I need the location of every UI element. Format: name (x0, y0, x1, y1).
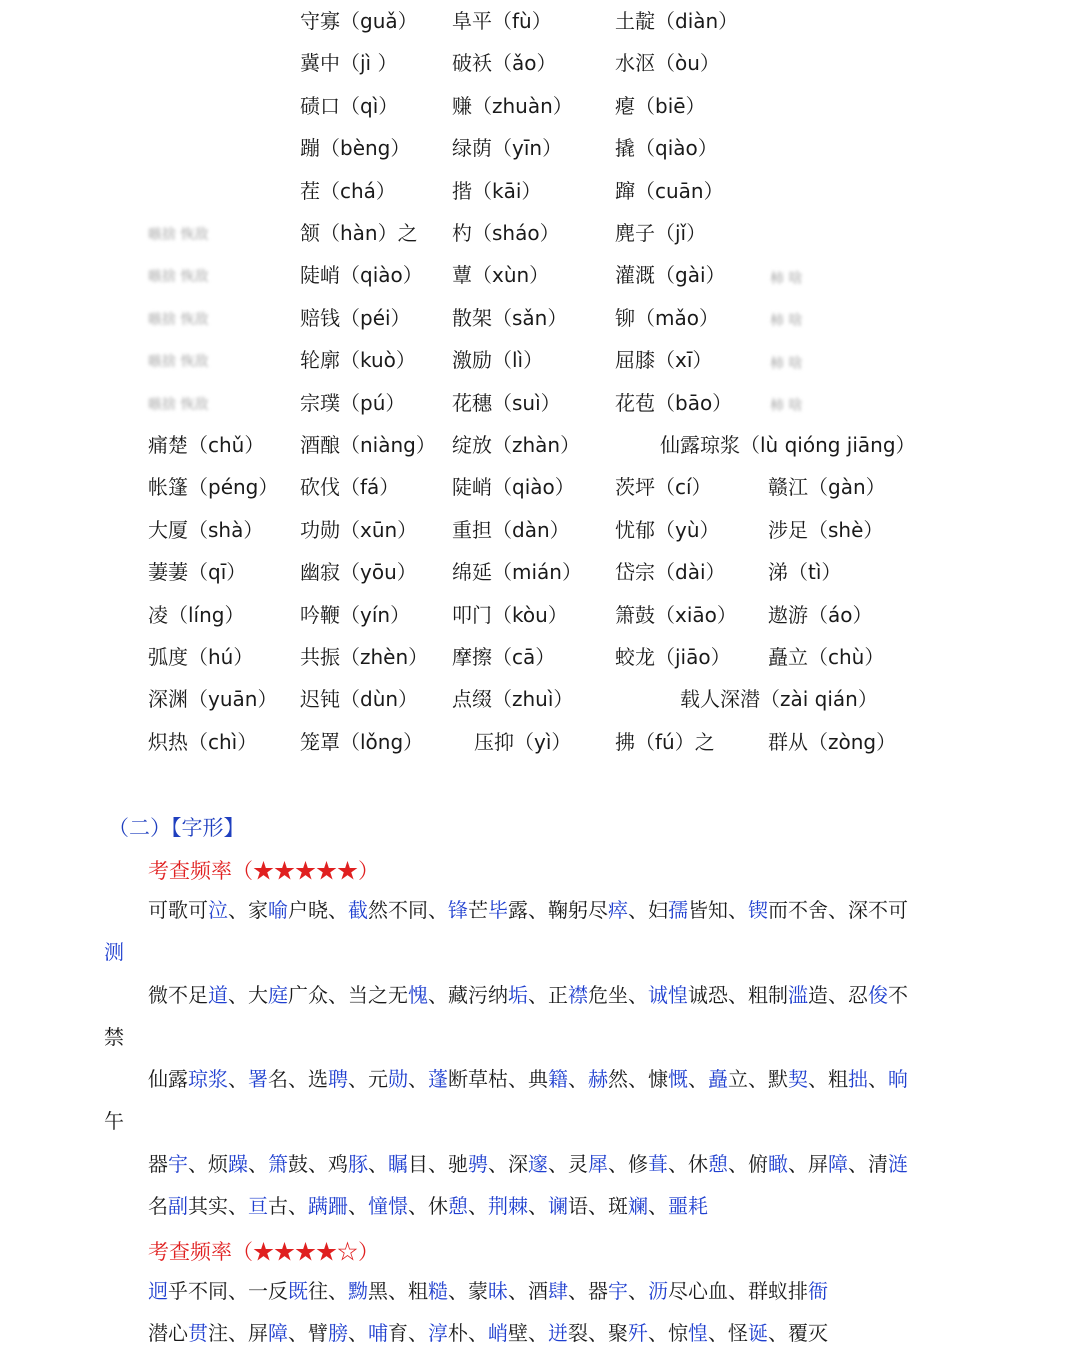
pinyin-entry: 点缀（zhuì） (452, 687, 574, 712)
highlighted-char: 沥 (648, 1279, 668, 1303)
pinyin-entry: 群从（zòng） (768, 729, 897, 754)
text-run: 、灵 (548, 1152, 588, 1176)
pinyin-entry: 蛟龙（jiāo） (615, 645, 731, 669)
pinyin-entry: 土靛（diàn） (615, 9, 739, 33)
pinyin-entry: 蹦（bèng） (300, 136, 411, 161)
text-run: 、 (568, 1067, 588, 1091)
text-run: 不 (888, 983, 908, 1007)
glyph-line (104, 1109, 124, 1133)
text-run: 、休 (408, 1194, 448, 1218)
text-run: 、俯 (728, 1152, 768, 1176)
highlighted-char: 宇 (168, 1152, 188, 1176)
text-run: 、器 (568, 1279, 608, 1303)
pinyin-entry: 岱宗（dài） (615, 560, 726, 585)
highlighted-char: 庭 (268, 983, 288, 1007)
glyph-line (148, 1067, 908, 1091)
highlighted-char: 契 (788, 1067, 808, 1091)
highlighted-char: 黝 (348, 1279, 368, 1303)
pinyin-entry: 涕（tì） (768, 560, 842, 585)
highlighted-char: 憩 (708, 1152, 728, 1176)
pinyin-entry: 载人深潜（zài qián） (680, 687, 878, 712)
text-run: 语、斑 (568, 1194, 628, 1218)
pinyin-entry: 颔（hàn）之 (300, 221, 418, 245)
text-run: 黑、粗 (368, 1279, 428, 1303)
highlighted-char: 瞩 (388, 1152, 408, 1176)
text-run: 、 (408, 1067, 428, 1091)
highlighted-char: 亘 (248, 1194, 268, 1218)
pinyin-entry: 功勋（xūn） (300, 517, 418, 542)
pinyin-entry: 灌溉（gài） (615, 263, 726, 288)
highlighted-char: 歼 (628, 1321, 648, 1345)
text-run: 、大 (228, 983, 268, 1007)
text-run: 壁、 (508, 1321, 548, 1345)
pinyin-entry: 瘪（biē） (615, 93, 706, 118)
highlighted-char: 毕 (488, 898, 508, 922)
text-run: 、 (348, 1194, 368, 1218)
text-run: 、深 (488, 1152, 528, 1176)
text-run: 目、驰 (408, 1152, 468, 1176)
text-run: 户晓、 (288, 898, 348, 922)
highlighted-char: 瘁 (608, 898, 628, 922)
text-run: 微不足 (148, 983, 208, 1007)
text-run: 午 (104, 1109, 124, 1133)
highlighted-char: 宇 (608, 1279, 628, 1303)
text-run: 名、选 (268, 1067, 328, 1091)
text-run: 露、鞠躬尽 (508, 898, 608, 922)
highlighted-char: 惶 (688, 1321, 708, 1345)
pinyin-entry: 花苞（bāo） (615, 390, 733, 415)
highlighted-char: 籍 (548, 1067, 568, 1091)
pinyin-entry: 砍伐（fá） (300, 475, 400, 500)
text-run: 造、忍 (808, 983, 868, 1007)
pinyin-entry: 散架（sǎn） (452, 305, 568, 330)
highlighted-char: 琼浆 (188, 1067, 228, 1091)
text-run: 注、屏 (208, 1321, 268, 1345)
text-run: 、元 (348, 1067, 388, 1091)
highlighted-char: 膀 (328, 1321, 348, 1345)
text-run: 往、 (308, 1279, 348, 1303)
pinyin-entry: 冀中（jì ） (300, 51, 398, 76)
text-run: 可歌可 (148, 898, 208, 922)
text-run: 、正 (528, 983, 568, 1007)
pinyin-entry: 萋萋（qī） (148, 560, 247, 585)
highlighted-char: 赫 (588, 1067, 608, 1091)
pinyin-entry: 吟鞭（yín） (300, 602, 411, 627)
pinyin-entry: 笼罩（lǒng） (300, 729, 424, 754)
text-run: 、臂 (288, 1321, 328, 1345)
pinyin-entry: 绿荫（yīn） (452, 136, 563, 161)
text-run: 、 (368, 1152, 388, 1176)
text-run: 、妇 (628, 898, 668, 922)
highlighted-char: 滥 (788, 983, 808, 1007)
text-run: 、屏 (788, 1152, 828, 1176)
highlighted-char: 锲 (748, 898, 768, 922)
pinyin-entry: 水沤（òu） (615, 51, 720, 76)
pinyin-entry: 蹿（cuān） (615, 178, 724, 203)
highlighted-char: 蹒跚 (308, 1194, 348, 1218)
pinyin-entry: 赔钱（péi） (300, 305, 411, 330)
pinyin-entry: 赣江（gàn） (768, 475, 886, 500)
pinyin-entry: 遨游（áo） (768, 602, 873, 627)
text-run: 广众、当之无 (288, 983, 408, 1007)
text-run: 、 (468, 1194, 488, 1218)
text-run: 潜心 (148, 1321, 188, 1345)
text-run: 器 (148, 1152, 168, 1176)
highlighted-char: 邃 (528, 1152, 548, 1176)
pinyin-entry: 茨坪（cí） (615, 475, 712, 500)
pinyin-entry: 拂（fú）之 (615, 729, 715, 754)
blurred-text: 嗾捨 恢敌 (148, 269, 209, 286)
highlighted-char: 犀 (588, 1152, 608, 1176)
highlighted-char: 慨 (668, 1067, 688, 1091)
glyph-line (148, 1194, 708, 1218)
blurred-text: 嗾捨 恢敌 (148, 354, 209, 371)
highlighted-char: 诚惶 (648, 983, 688, 1007)
highlighted-char: 矗 (708, 1067, 728, 1091)
text-run: 然、慷 (608, 1067, 668, 1091)
pinyin-entry: 忧郁（yù） (615, 517, 720, 542)
pinyin-entry: 铆（mǎo） (615, 305, 719, 330)
text-run: 、 (688, 1067, 708, 1091)
pinyin-entry: 重担（dàn） (452, 517, 570, 542)
text-run: 其实、 (188, 1194, 248, 1218)
text-run: 、 (868, 1067, 888, 1091)
glyph-line (104, 1025, 124, 1049)
blurred-text: 柿 啥 (770, 271, 803, 287)
pinyin-entry: 迟钝（dùn） (300, 687, 419, 712)
highlighted-char: 荆棘 (488, 1194, 528, 1218)
pinyin-entry: 守寡（guǎ） (300, 9, 418, 33)
glyph-line (148, 983, 908, 1007)
blurred-text: 柿 啥 (770, 313, 803, 330)
highlighted-char: 豚 (348, 1152, 368, 1176)
pinyin-entry: 轮廓（kuò） (300, 348, 416, 373)
text-run: 、清 (848, 1152, 888, 1176)
pinyin-entry: 蕈（xùn） (452, 263, 550, 288)
text-run: 尽心血、群蚁排 (668, 1279, 808, 1303)
text-run: 裂、聚 (568, 1321, 628, 1345)
text-run: 、家 (228, 898, 268, 922)
highlighted-char: 泣 (208, 898, 228, 922)
highlighted-char: 骋 (468, 1152, 488, 1176)
highlighted-char: 勋 (388, 1067, 408, 1091)
highlighted-char: 俊 (868, 983, 888, 1007)
highlighted-char: 躁 (228, 1152, 248, 1176)
text-run: 、烦 (188, 1152, 228, 1176)
pinyin-entry: 茬（chá） (300, 178, 396, 203)
blurred-text: 嗾捨 恢敌 (148, 227, 209, 243)
highlighted-char: 憧憬 (368, 1194, 408, 1218)
highlighted-char: 迸 (548, 1321, 568, 1345)
text-run: 立、默 (728, 1067, 788, 1091)
text-run: 、休 (668, 1152, 708, 1176)
highlighted-char: 斓 (628, 1194, 648, 1218)
pinyin-entry: 凌（líng） (148, 602, 245, 627)
highlighted-char: 愧 (408, 983, 428, 1007)
pinyin-entry: 阜平（fù） (452, 9, 552, 33)
glyph-line (104, 940, 124, 964)
highlighted-char: 肆 (548, 1279, 568, 1303)
glyph-line (148, 1279, 828, 1303)
highlighted-char: 蓬 (428, 1067, 448, 1091)
pinyin-entry: 痛楚（chǔ） (148, 433, 265, 457)
pinyin-entry: 矗立（chù） (768, 645, 885, 669)
highlighted-char: 喻 (268, 898, 288, 922)
pinyin-entry: 幽寂（yōu） (300, 560, 417, 585)
text-run: 鼓、鸡 (288, 1152, 348, 1176)
pinyin-entry: 仙露琼浆（lù qióng jiāng） (660, 433, 916, 457)
pinyin-entry: 压抑（yì） (474, 729, 572, 754)
text-run: 朴、 (448, 1321, 488, 1345)
text-run: 、覆灭 (768, 1321, 828, 1345)
highlighted-char: 锋 (448, 898, 468, 922)
text-run: 、 (628, 1279, 648, 1303)
blurred-text: 嗾捨 恢敌 (148, 396, 209, 413)
pinyin-entry: 深渊（yuān） (148, 687, 278, 712)
highlighted-char: 副 (168, 1194, 188, 1218)
pinyin-entry: 绵延（mián） (452, 560, 582, 585)
highlighted-char: 衙 (808, 1279, 828, 1303)
highlighted-char: 哺 (368, 1321, 388, 1345)
highlighted-char: 噩耗 (668, 1194, 708, 1218)
pinyin-entry: 花穗（suì） (452, 390, 561, 415)
text-run: 断草枯、典 (448, 1067, 548, 1091)
highlighted-char: 憩 (448, 1194, 468, 1218)
highlighted-char: 糙 (428, 1279, 448, 1303)
text-run: 、惊 (648, 1321, 688, 1345)
highlighted-char: 障 (268, 1321, 288, 1345)
text-run: 、 (228, 1067, 248, 1091)
glyph-line (148, 1321, 828, 1345)
highlighted-char: 贯 (188, 1321, 208, 1345)
pinyin-entry: 破袄（ǎo） (452, 51, 557, 76)
pinyin-entry: 宗璞（pú） (300, 390, 406, 415)
pinyin-entry: 屈膝（xī） (615, 348, 713, 373)
text-run: 、蒙 (448, 1279, 488, 1303)
pinyin-entry: 碛口（qì） (300, 93, 399, 118)
glyph-line (148, 1152, 908, 1176)
highlighted-char: 箫 (268, 1152, 288, 1176)
blurred-text: 嗾捨 恢敌 (148, 311, 209, 328)
highlighted-char: 道 (208, 983, 228, 1007)
highlighted-char: 迥 (148, 1279, 168, 1303)
pinyin-entry: 摩擦（cā） (452, 645, 556, 669)
text-run: 、酒 (508, 1279, 548, 1303)
text-run: 危坐、 (588, 983, 648, 1007)
highlighted-char: 涟 (888, 1152, 908, 1176)
text-run: 古、 (268, 1194, 308, 1218)
highlighted-char: 聘 (328, 1067, 348, 1091)
text-run: 禁 (104, 1025, 124, 1049)
pinyin-entry: 大厦（shà） (148, 517, 264, 542)
glyph-line (148, 898, 908, 922)
text-run: 、 (648, 1194, 668, 1218)
text-run: 而不舍、深不可 (768, 898, 908, 922)
pinyin-entry: 陡峭（qiào） (452, 475, 575, 500)
pinyin-entry: 酒酿（niàng） (300, 433, 436, 457)
pinyin-entry: 弧度（hú） (148, 645, 254, 669)
highlighted-char: 瞰 (768, 1152, 788, 1176)
blurred-text: 柿 啥 (770, 355, 803, 372)
highlighted-char: 襟 (568, 983, 588, 1007)
text-run: 、 (248, 1152, 268, 1176)
frequency-five-stars: 考查频率（★★★★★） (148, 859, 379, 883)
pinyin-entry: 炽热（chì） (148, 729, 258, 754)
pinyin-entry: 陡峭（qiào） (300, 263, 423, 288)
highlighted-char: 署 (248, 1067, 268, 1091)
text-run: 仙露 (148, 1067, 188, 1091)
highlighted-char: 垢 (508, 983, 528, 1007)
pinyin-entry: 叩门（kòu） (452, 602, 568, 627)
text-run: 、怪 (708, 1321, 748, 1345)
pinyin-entry: 麂子（jǐ） (615, 221, 707, 245)
text-run: 诚恐、粗制 (688, 983, 788, 1007)
highlighted-char: 截 (348, 898, 368, 922)
pinyin-entry: 揩（kāi） (452, 178, 542, 203)
text-run: 、藏污纳 (428, 983, 508, 1007)
blurred-text: 柿 啥 (770, 398, 803, 415)
text-run: 、 (528, 1194, 548, 1218)
text-run: 、 (348, 1321, 368, 1345)
highlighted-char: 峭 (488, 1321, 508, 1345)
highlighted-char: 晌 (888, 1067, 908, 1091)
highlighted-char: 昧 (488, 1279, 508, 1303)
pinyin-entry: 撬（qiào） (615, 136, 718, 161)
pinyin-entry: 共振（zhèn） (300, 645, 429, 669)
pinyin-entry: 帐篷（péng） (148, 475, 279, 500)
highlighted-char: 既 (288, 1279, 308, 1303)
pinyin-entry: 涉足（shè） (768, 517, 884, 542)
text-run: 然不同、 (368, 898, 448, 922)
pinyin-entry: 绽放（zhàn） (452, 433, 581, 457)
pinyin-entry: 杓（sháo） (452, 221, 560, 245)
text-run: 、粗 (808, 1067, 848, 1091)
text-run: 、修 (608, 1152, 648, 1176)
highlighted-char: 障 (828, 1152, 848, 1176)
pinyin-entry: 赚（zhuàn） (452, 93, 573, 118)
highlighted-char: 谰 (548, 1194, 568, 1218)
highlighted-char: 孺 (668, 898, 688, 922)
text-run: 皆知、 (688, 898, 748, 922)
text-run: 育、 (388, 1321, 428, 1345)
text-run: 乎不同、一反 (168, 1279, 288, 1303)
highlighted-char: 测 (104, 940, 124, 964)
section-title: （二）【字形】 (108, 816, 245, 840)
highlighted-char: 拙 (848, 1067, 868, 1091)
pinyin-entry: 激励（lì） (452, 348, 544, 373)
highlighted-char: 淳 (428, 1321, 448, 1345)
text-run: 名 (148, 1194, 168, 1218)
pinyin-entry: 箫鼓（xiāo） (615, 602, 737, 627)
highlighted-char: 葺 (648, 1152, 668, 1176)
frequency-four-stars: 考查频率（★★★★☆） (148, 1240, 379, 1264)
highlighted-char: 诞 (748, 1321, 768, 1345)
text-run: 芒 (468, 898, 488, 922)
